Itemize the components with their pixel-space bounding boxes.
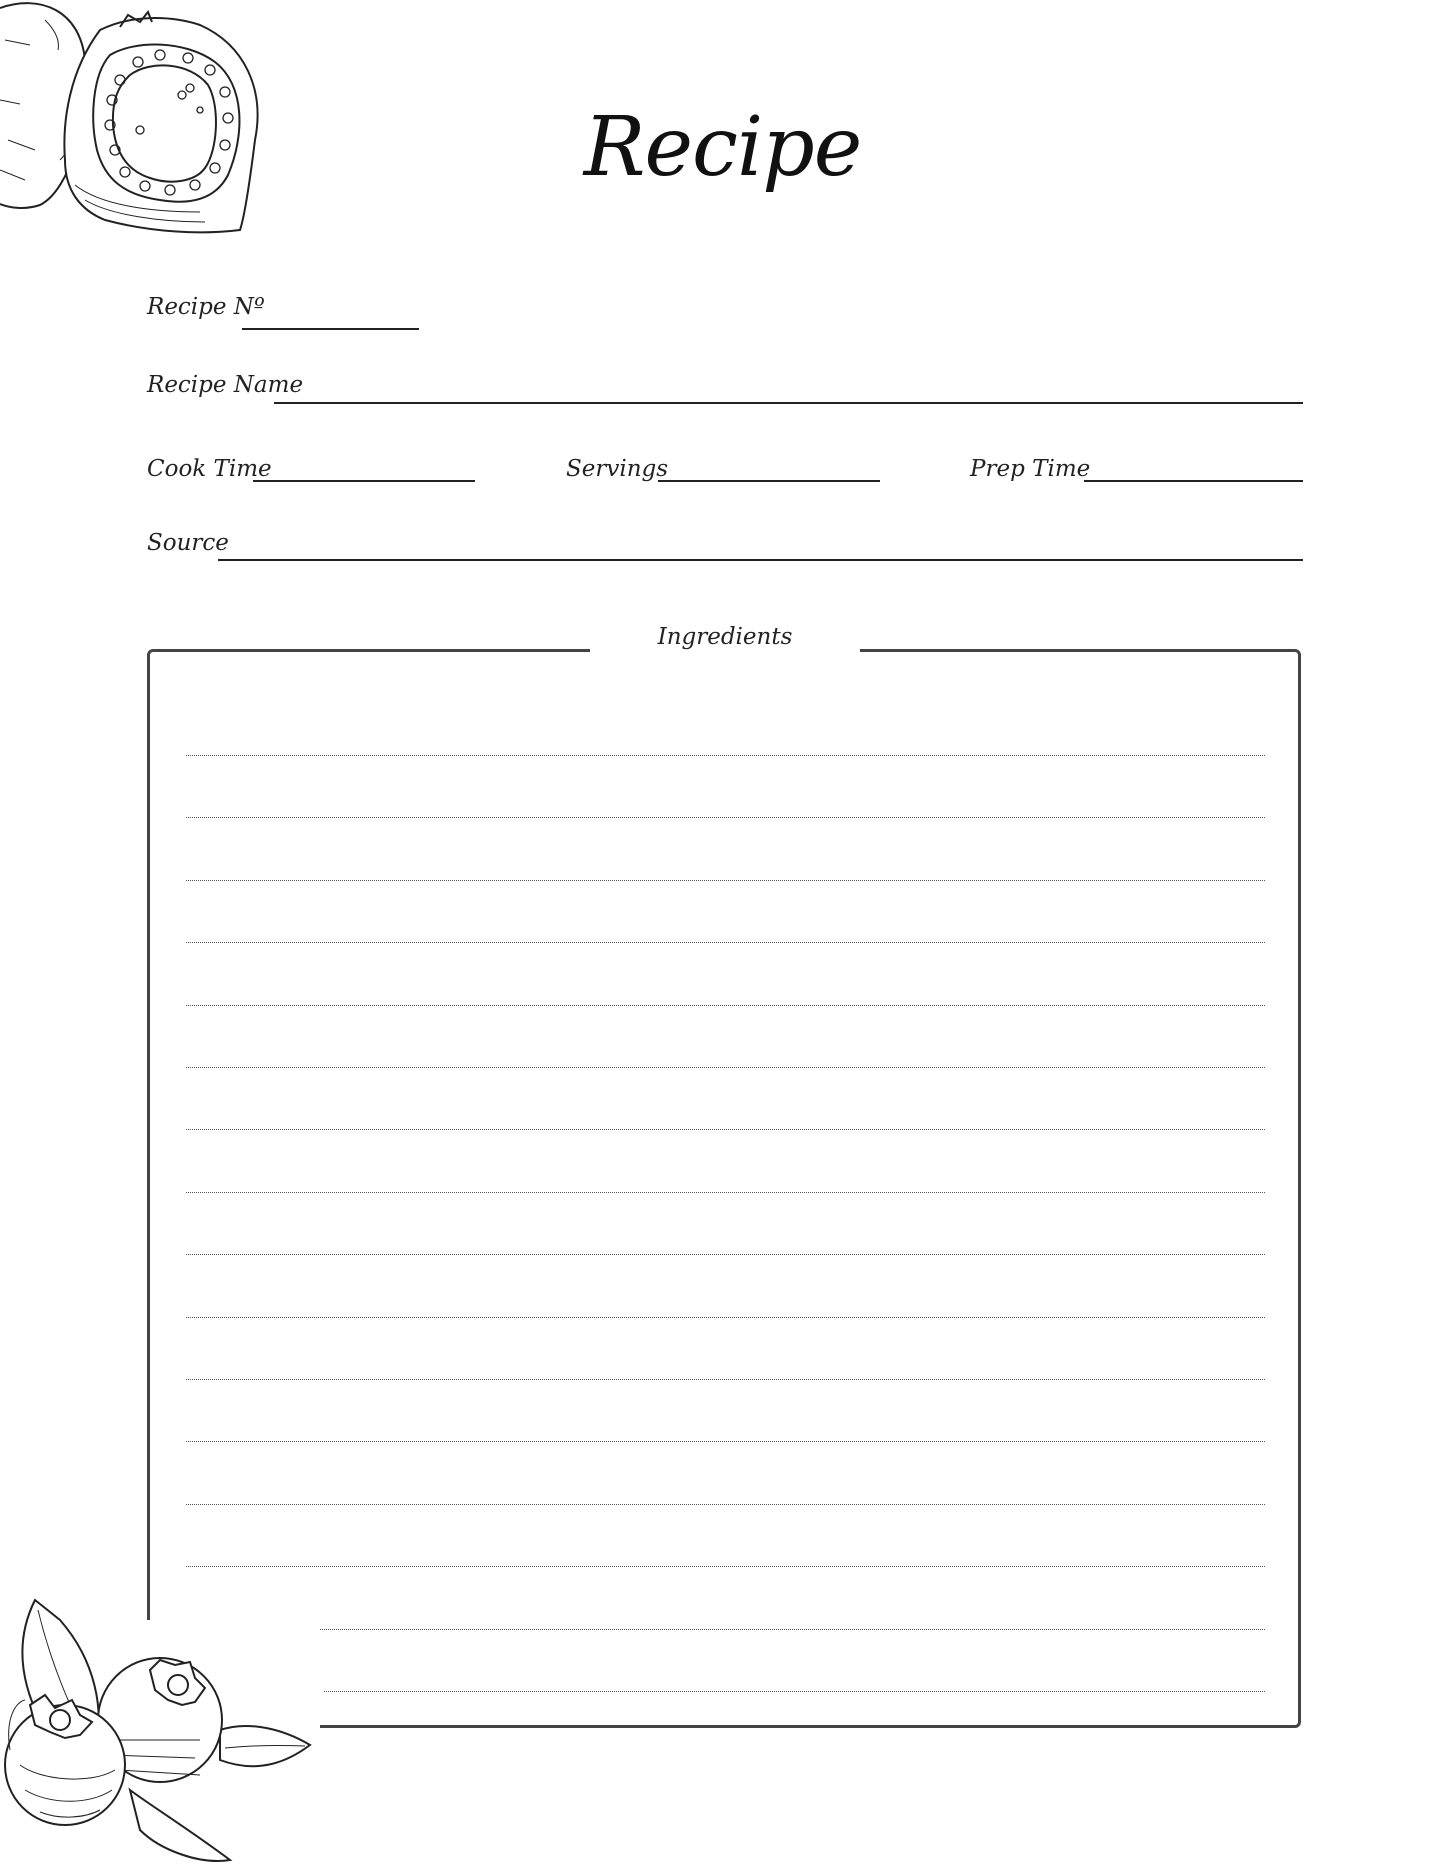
- ingredient-line[interactable]: [186, 1504, 1265, 1505]
- ingredient-line[interactable]: [186, 1629, 1265, 1630]
- ingredients-title: Ingredients: [657, 624, 793, 650]
- recipe-no-label: Recipe Nº: [147, 294, 265, 320]
- ingredient-line[interactable]: [324, 1691, 1265, 1692]
- servings-label: Servings: [566, 456, 669, 482]
- servings-field[interactable]: [658, 480, 880, 482]
- ingredient-line[interactable]: [186, 1566, 1265, 1567]
- recipe-name-label: Recipe Name: [147, 372, 304, 398]
- ingredient-line[interactable]: [186, 880, 1265, 881]
- cook-time-label: Cook Time: [147, 456, 272, 482]
- ingredient-line[interactable]: [186, 1317, 1265, 1318]
- recipe-no-field[interactable]: [242, 328, 419, 330]
- ingredient-line[interactable]: [186, 755, 1265, 756]
- ingredient-line[interactable]: [186, 1379, 1265, 1380]
- ingredient-line[interactable]: [186, 942, 1265, 943]
- ingredient-line[interactable]: [186, 817, 1265, 818]
- cook-time-field[interactable]: [253, 480, 475, 482]
- prep-time-label: Prep Time: [970, 456, 1091, 482]
- source-label: Source: [147, 530, 229, 556]
- page-title: Recipe: [583, 100, 862, 195]
- ingredient-line[interactable]: [186, 1192, 1265, 1193]
- source-field[interactable]: [218, 559, 1303, 561]
- ingredient-line[interactable]: [186, 1005, 1265, 1006]
- prep-time-field[interactable]: [1084, 480, 1303, 482]
- ingredient-line[interactable]: [186, 1254, 1265, 1255]
- recipe-name-field[interactable]: [274, 402, 1303, 404]
- blueberries-illustration-icon: [0, 1590, 320, 1871]
- ingredient-line[interactable]: [186, 1129, 1265, 1130]
- ingredient-line[interactable]: [186, 1441, 1265, 1442]
- ingredient-line[interactable]: [186, 1067, 1265, 1068]
